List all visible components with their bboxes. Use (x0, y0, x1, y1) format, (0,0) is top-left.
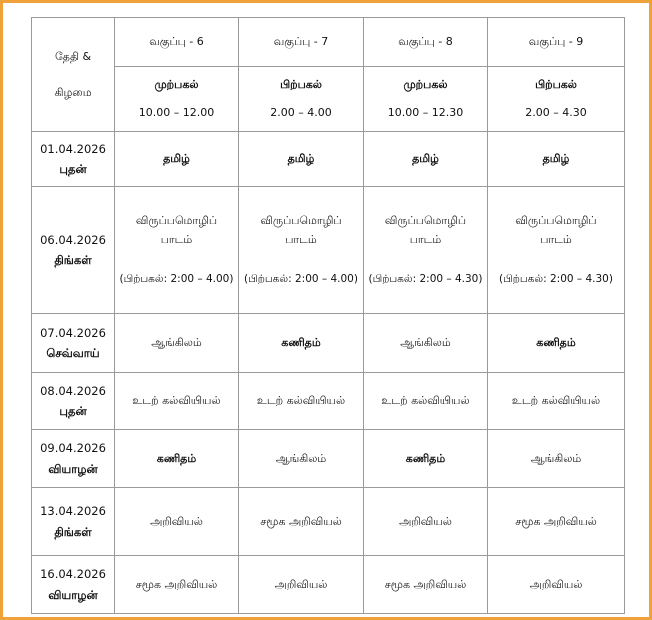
session-note: (பிற்பகல்: 2:00 – 4.00) (119, 273, 234, 286)
session-note: (பிற்பகல்: 2:00 – 4.00) (244, 273, 358, 286)
exam-date: 07.04.2026 (40, 325, 106, 340)
table-row (32, 430, 625, 488)
header-row-classes (32, 18, 625, 67)
date-cell (32, 187, 115, 314)
subject-cell: கணிதம் (488, 314, 625, 373)
optional-language-cell: விருப்பமொழிப் பாடம் (பிற்பகல்: 2:00 – 4.00) (239, 187, 364, 314)
date-cell (32, 556, 115, 614)
table-row (32, 187, 625, 314)
exam-day: வியாழன் (48, 461, 98, 476)
subject-cell: தமிழ் (239, 132, 364, 187)
subject-cell: சமூக அறிவியல் (488, 488, 625, 556)
exam-date: 01.04.2026 (40, 141, 106, 156)
table-row (32, 314, 625, 373)
exam-date: 16.04.2026 (40, 567, 106, 582)
subject-cell: உடற் கல்வியியல் (364, 373, 488, 430)
subject-cell: சமூக அறிவியல் (115, 556, 239, 614)
day-label: கிழமை (54, 85, 92, 99)
session-label: பிற்பகல் (535, 78, 577, 92)
class-6-header: வகுப்பு - 6 (115, 18, 239, 67)
date-cell (32, 430, 115, 488)
session-time: 10.00 – 12.30 (387, 106, 464, 119)
class-9-header: வகுப்பு - 9 (488, 18, 625, 67)
subject-cell: அறிவியல் (115, 488, 239, 556)
session-time: 2.00 – 4.00 (270, 106, 332, 119)
date-cell (32, 314, 115, 373)
exam-date: 13.04.2026 (40, 504, 106, 519)
session-note: (பிற்பகல்: 2:00 – 4.30) (499, 273, 613, 286)
table-row (32, 556, 625, 614)
exam-day: வியாழன் (48, 587, 98, 602)
table-row (32, 488, 625, 556)
class-8-session (364, 67, 488, 132)
subject-cell: அறிவியல் (239, 556, 364, 614)
exam-date: 09.04.2026 (40, 441, 106, 456)
subject-cell: சமூக அறிவியல் (239, 488, 364, 556)
exam-date: 08.04.2026 (40, 383, 106, 398)
session-time: 10.00 – 12.00 (138, 106, 215, 119)
exam-date: 06.04.2026 (40, 232, 106, 247)
session-label: முற்பகல் (154, 78, 199, 92)
exam-day: திங்கள் (54, 524, 92, 539)
exam-day: செவ்வாய் (46, 346, 100, 360)
subject-cell: ஆங்கிலம் (239, 430, 364, 488)
subject-cell: கணிதம் (364, 430, 488, 488)
class-6-session (115, 67, 239, 132)
exam-day: திங்கள் (54, 253, 92, 267)
session-time: 2.00 – 4.30 (525, 106, 587, 119)
exam-day: புதன் (59, 162, 87, 176)
class-7-session (239, 67, 364, 132)
subject-cell: கணிதம் (115, 430, 239, 488)
table-row (32, 373, 625, 430)
subject-cell: அறிவியல் (364, 488, 488, 556)
class-7-header: வகுப்பு - 7 (239, 18, 364, 67)
subject-cell: தமிழ் (115, 132, 239, 187)
subject-cell: தமிழ் (364, 132, 488, 187)
subject-cell: உடற் கல்வியியல் (239, 373, 364, 430)
exam-day: புதன் (59, 404, 87, 418)
subject-cell: அறிவியல் (488, 556, 625, 614)
session-label: பிற்பகல் (280, 78, 322, 92)
optional-language-cell: விருப்பமொழிப் பாடம் (பிற்பகல்: 2:00 – 4.30) (364, 187, 488, 314)
subject-cell: உடற் கல்வியியல் (488, 373, 625, 430)
table-row (32, 132, 625, 187)
subject-cell: ஆங்கிலம் (488, 430, 625, 488)
class-9-session (488, 67, 625, 132)
class-8-header: வகுப்பு - 8 (364, 18, 488, 67)
subject-cell: தமிழ் (488, 132, 625, 187)
optional-language-cell: விருப்பமொழிப் பாடம் (பிற்பகல்: 2:00 – 4.00) (115, 187, 239, 314)
session-note: (பிற்பகல்: 2:00 – 4.30) (368, 273, 483, 286)
header-row-sessions (32, 67, 625, 132)
exam-timetable (31, 17, 625, 614)
optional-language-cell: விருப்பமொழிப் பாடம் (பிற்பகல்: 2:00 – 4.30) (488, 187, 625, 314)
date-cell (32, 488, 115, 556)
date-cell (32, 373, 115, 430)
subject-cell: ஆங்கிலம் (364, 314, 488, 373)
subject-cell: கணிதம் (239, 314, 364, 373)
date-cell (32, 132, 115, 187)
subject-cell: உடற் கல்வியியல் (115, 373, 239, 430)
date-label: தேதி & (54, 49, 92, 63)
date-day-header (32, 18, 115, 132)
session-label: முற்பகல் (403, 78, 448, 92)
subject-cell: சமூக அறிவியல் (364, 556, 488, 614)
subject-cell: ஆங்கிலம் (115, 314, 239, 373)
